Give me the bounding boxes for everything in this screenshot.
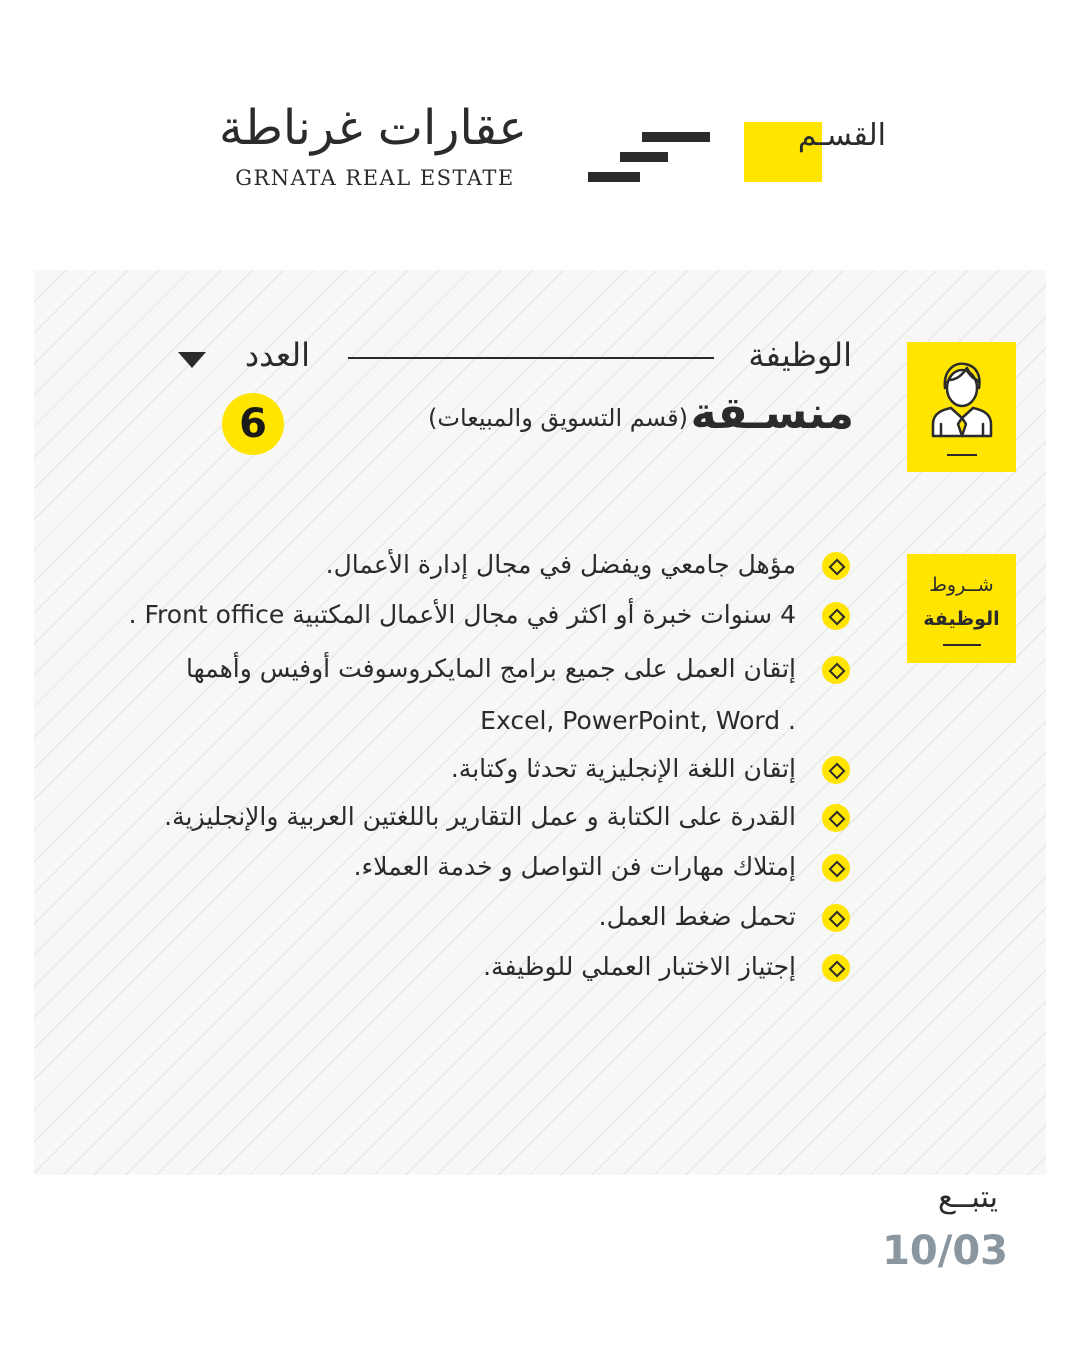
list-item-continuation bbox=[480, 706, 796, 735]
list-item: إتقان اللغة الإنجليزية تحدثا وكتابة. bbox=[450, 754, 796, 783]
diamond-bullet-icon bbox=[822, 602, 850, 630]
diamond-bullet-icon bbox=[822, 954, 850, 982]
count-label: العدد bbox=[244, 336, 310, 374]
logo-arabic: عقارات غرناطة bbox=[218, 100, 527, 156]
conditions-underline bbox=[943, 644, 981, 646]
header bbox=[0, 0, 1080, 230]
diamond-bullet-icon bbox=[822, 904, 850, 932]
job-conditions-box bbox=[907, 554, 1016, 663]
list-item: تحمل ضغط العمل. bbox=[598, 902, 796, 931]
list-item: إجتياز الاختبار العملي للوظيفة. bbox=[483, 952, 796, 981]
job-icon-box bbox=[907, 342, 1016, 472]
logo-english: GRNATA REAL ESTATE bbox=[235, 166, 515, 190]
diamond-bullet-icon bbox=[822, 756, 850, 784]
list-item bbox=[129, 600, 796, 629]
job-title: منسـقة bbox=[690, 388, 854, 439]
triangle-down-icon bbox=[178, 352, 206, 368]
diamond-bullet-icon bbox=[822, 552, 850, 580]
list-item: مؤهل جامعي ويفضل في مجال إدارة الأعمال. bbox=[325, 550, 796, 579]
icon-underline bbox=[947, 454, 977, 456]
diamond-bullet-icon bbox=[822, 804, 850, 832]
logo-stripes-icon bbox=[588, 130, 710, 186]
job-label: الوظيفة bbox=[748, 336, 852, 374]
count-badge: 6 bbox=[222, 393, 284, 455]
list-item: القدرة على الكتابة و عمل التقارير باللغتين العربية والإنجليزية. bbox=[164, 802, 796, 831]
list-item-text: 4 سنوات خبرة أو اكثر في مجال الأعمال المكتبية Front office . bbox=[128, 600, 796, 629]
list-item: إمتلاك مهارات فن التواصل و خدمة العملاء. bbox=[353, 852, 796, 881]
conditions-label-top: شــروط bbox=[929, 574, 994, 596]
diamond-bullet-icon bbox=[822, 854, 850, 882]
list-item-text: Excel, PowerPoint, Word . bbox=[480, 706, 796, 735]
list-item: إتقان العمل على جميع برامج المايكروسوفت أوفيس وأهمها bbox=[186, 654, 796, 683]
job-department: (قسم التسويق والمبيعات) bbox=[428, 404, 688, 432]
follow-label: يتبــع bbox=[938, 1180, 998, 1215]
page-number: 10/03 bbox=[882, 1228, 1008, 1274]
diamond-bullet-icon bbox=[822, 656, 850, 684]
employee-tie-icon bbox=[927, 358, 997, 440]
section-label: القسـم bbox=[797, 118, 886, 153]
conditions-label-bottom: الوظيفة bbox=[923, 608, 1000, 630]
job-divider-line bbox=[348, 357, 714, 359]
